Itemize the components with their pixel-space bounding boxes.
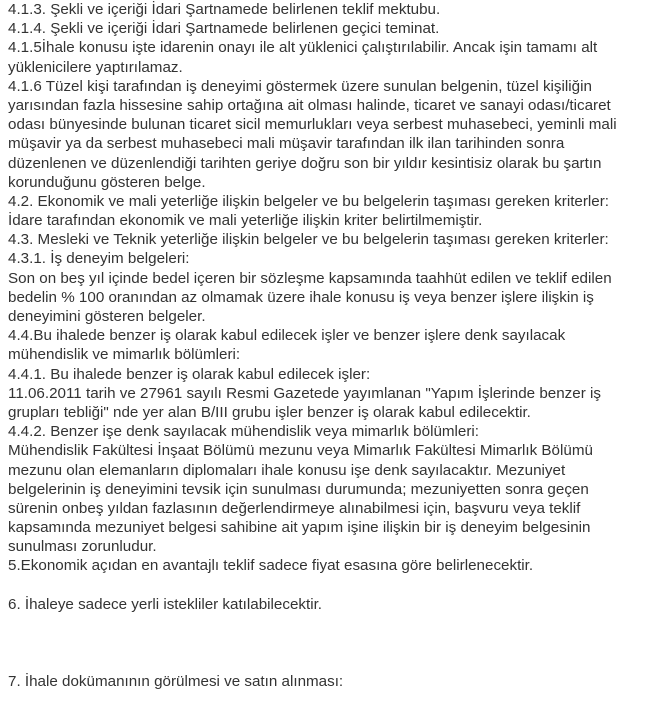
document-line: sunulması zorunludur. [8,538,157,556]
document-line: mezunu olan elemanların diplomaları ihale konusu işe denk sayılacaktır. Mezuniyet [8,461,566,479]
document-line: müşavir ya da serbest muhasebeci mali müşavir tarafından ilk ilan tarihinden sonra [8,135,565,153]
document-line: mühendislik ve mimarlık bölümleri: [8,346,241,364]
document-line: yüklenicilere yaptırılamaz. [8,58,183,76]
document-line: 4.3. Mesleki ve Teknik yeterliğe ilişkin belgeler ve bu belgelerin taşıması gereken kriterler: [8,231,609,249]
document-line: 5.Ekonomik açıdan en avantajlı teklif sadece fiyat esasına göre belirlenecektir. [8,557,534,575]
document-line: sürenin onbeş yıldan fazlasının değerlendirmeye alınabilmesi için, başvuru veya teklif [8,499,581,517]
section-6-text: 6. İhaleye sadece yerli istekliler katılabilecektir. [8,595,323,613]
document-line: yarısından fazla hissesine sahip ortağına ait olması halinde, ticaret ve sanayi odası/ticaret [8,96,611,114]
document-line: bedelin % 100 oranından az olmamak üzere ihale konusu iş veya benzer işlere ilişkin iş [8,288,594,306]
document-line: grupları tebliği" nde yer alan B/III grubu işler benzer iş olarak kabul edilecektir. [8,403,531,421]
document-line: İdare tarafından ekonomik ve mali yeterliğe ilişkin kriter belirtilmemiştir. [8,212,483,230]
document-line: 11.06.2011 tarih ve 27961 sayılı Resmi Gazetede yayımlanan "Yapım İşlerinde benzer iş [8,384,601,402]
document-line: 4.1.6 Tüzel kişi tarafından iş deneyimi göstermek üzere sunulan belgenin, tüzel kişiliğin [8,77,592,95]
document-line: 4.1.5İhale konusu işte idarenin onayı ile alt yüklenici çalıştırılabilir. Ancak işin tamamı alt [8,39,598,57]
document-line: 4.3.1. İş deneyim belgeleri: [8,250,190,268]
document-line: 4.4.Bu ihalede benzer iş olarak kabul edilecek işler ve benzer işlere denk sayılacak [8,327,566,345]
document-line: Son on beş yıl içinde bedel içeren bir sözleşme kapsamında taahhüt edilen ve teklif edilen [8,269,612,287]
document-line: 4.4.1. Bu ihalede benzer iş olarak kabul edilecek işler: [8,365,371,383]
document-line: belgelerinin iş deneyimini tevsik için sunulması durumunda; mezuniyetten sonra geçen [8,480,589,498]
document-line: odası bünyesinde bulunan ticaret sicil memurlukları veya serbest muhasebeci, yeminli mali [8,116,617,134]
document-line: 4.4.2. Benzer işe denk sayılacak mühendislik veya mimarlık bölümleri: [8,423,480,441]
spacer [8,576,660,595]
document-body [8,0,660,691]
document-line: korunduğunu gösteren belge. [8,173,206,191]
document-lines [8,0,660,576]
section-7-heading: 7. İhale dokümanının görülmesi ve satın alınması: [8,672,344,690]
document-line: kapsamında mezuniyet belgesi sahibine ait yapım işine ilişkin bir iş deneyim belgesinin [8,519,591,537]
document-line: 4.1.4. Şekli ve içeriği İdari Şartnamede belirlenen geçici teminat. [8,20,440,38]
document-line: deneyimini gösteren belgeler. [8,308,206,325]
document-line: Mühendislik Fakültesi İnşaat Bölümü mezunu veya Mimarlık Fakültesi Mimarlık Bölümü [8,442,593,460]
spacer [8,614,660,672]
document-line: 4.2. Ekonomik ve mali yeterliğe ilişkin belgeler ve bu belgelerin taşıması gereken kriterler: [8,192,610,210]
document-line: 4.1.3. Şekli ve içeriği İdari Şartnamede belirlenen teklif mektubu. [8,1,441,18]
document-line: düzenlenen ve düzenlendiği tarihten geriye doğru son bir yıldır kesintisiz olarak bu şartın [8,154,602,172]
